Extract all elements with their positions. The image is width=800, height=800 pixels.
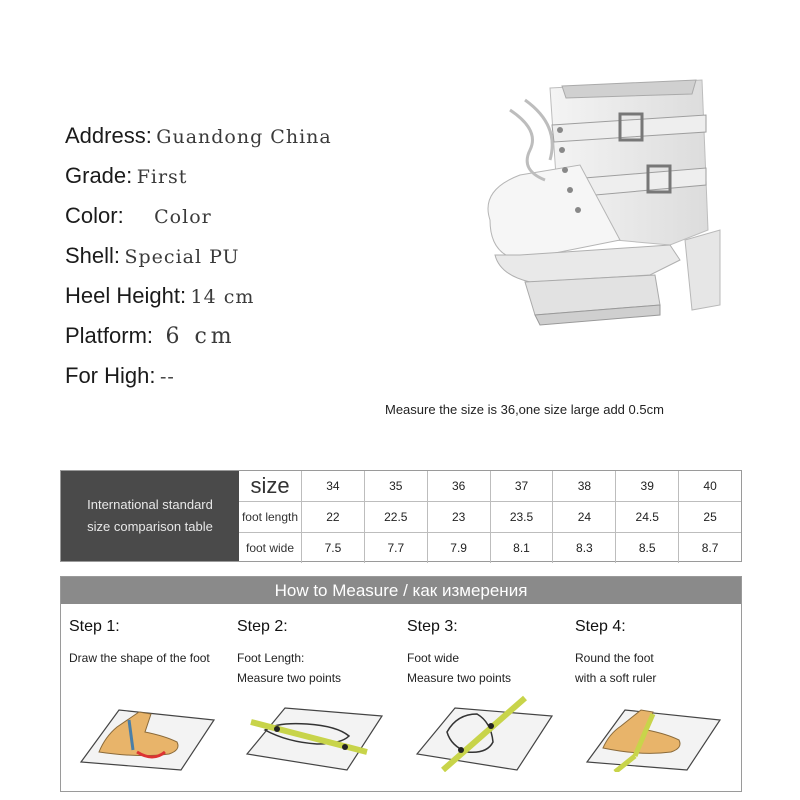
white-platform-boot-image [470, 70, 770, 360]
spec-label: Heel Height: [65, 283, 187, 308]
spec-color [65, 198, 332, 238]
step-description [237, 648, 341, 688]
spec-value: First [136, 166, 188, 188]
step-desc-line: Foot Length: [237, 651, 305, 665]
table-row [239, 533, 741, 563]
spec-label: Shell: [65, 243, 121, 268]
table-cell: 8.3 [553, 533, 616, 563]
step-1 [61, 604, 226, 791]
table-cell: 25 [703, 510, 717, 524]
spec-value: Special PU [124, 246, 240, 268]
step-title: Step 2: [237, 618, 288, 635]
step-title: Step 4: [575, 618, 626, 635]
step-4 [567, 604, 732, 791]
table-cell: 23 [428, 502, 491, 532]
how-to-measure-title: How to Measure / как измерения [61, 577, 741, 604]
spec-shell [65, 238, 332, 278]
product-specs [65, 118, 332, 398]
table-cell: 7.9 [428, 533, 491, 563]
spec-address [65, 118, 332, 158]
step-2 [229, 604, 394, 791]
spec-label: For High: [65, 363, 156, 388]
spec-value: Color [154, 206, 212, 228]
table-cell: 22 [302, 502, 365, 532]
size-comparison-table [60, 470, 742, 562]
table-cell: 8.1 [491, 533, 554, 563]
spec-value: -- [159, 366, 175, 388]
table-cell: 38 [553, 471, 616, 501]
table-cell: 37 [491, 471, 554, 501]
row-header: foot length [239, 502, 302, 532]
intl-size-line-2: size comparison table [87, 519, 213, 534]
step-desc-line: Round the foot [575, 651, 654, 665]
step-desc-line: Draw the shape of the foot [69, 651, 210, 665]
spec-label: Address: [65, 123, 152, 148]
step-desc-line: Measure two points [407, 671, 512, 685]
spec-label: Platform: [65, 323, 154, 348]
step-title: Step 1: [69, 618, 120, 635]
foot-length-ruler-icon [237, 692, 387, 772]
step-description [69, 648, 210, 668]
table-cell: 40 [703, 479, 717, 493]
table-cell: 7.7 [365, 533, 428, 563]
spec-value: Guandong China [156, 126, 332, 148]
how-to-measure-panel [60, 576, 742, 792]
table-cell: 39 [616, 471, 679, 501]
spec-for-high [65, 358, 332, 398]
step-description [575, 648, 656, 688]
table-cell: 24.5 [616, 502, 679, 532]
spec-value: 14 cm [190, 286, 255, 308]
step-desc-line: with a soft ruler [575, 671, 657, 685]
measure-steps [61, 604, 741, 791]
row-header: foot wide [239, 533, 302, 563]
spec-label: Grade: [65, 163, 133, 188]
table-cell: 8.5 [616, 533, 679, 563]
step-desc-line: Measure two points [237, 671, 342, 685]
table-cell: 22.5 [365, 502, 428, 532]
intl-size-line-1: International standard [87, 497, 213, 512]
foot-drawing-icon [69, 692, 219, 772]
intl-size-label [61, 471, 239, 561]
step-desc-line: Foot wide [407, 651, 460, 665]
spec-grade [65, 158, 332, 198]
step-title: Step 3: [407, 618, 458, 635]
foot-soft-ruler-icon [575, 692, 725, 772]
step-description [407, 648, 511, 688]
table-row [239, 502, 741, 533]
table-cell: 8.7 [701, 541, 719, 555]
step-3 [399, 604, 564, 791]
spec-value: 6 cm [165, 324, 236, 349]
table-cell: 34 [302, 471, 365, 501]
spec-label: Color: [65, 203, 124, 228]
table-cell: 36 [428, 471, 491, 501]
foot-width-ruler-icon [407, 692, 557, 772]
table-row [239, 471, 741, 502]
table-cell: 23.5 [491, 502, 554, 532]
row-header: size [239, 471, 302, 501]
spec-platform [65, 318, 332, 358]
measure-note: Measure the size is 36,one size large add 0.5cm [385, 402, 664, 417]
table-cell: 35 [365, 471, 428, 501]
size-grid [239, 471, 741, 561]
table-cell: 24 [553, 502, 616, 532]
table-cell: 7.5 [302, 533, 365, 563]
spec-heel-height [65, 278, 332, 318]
